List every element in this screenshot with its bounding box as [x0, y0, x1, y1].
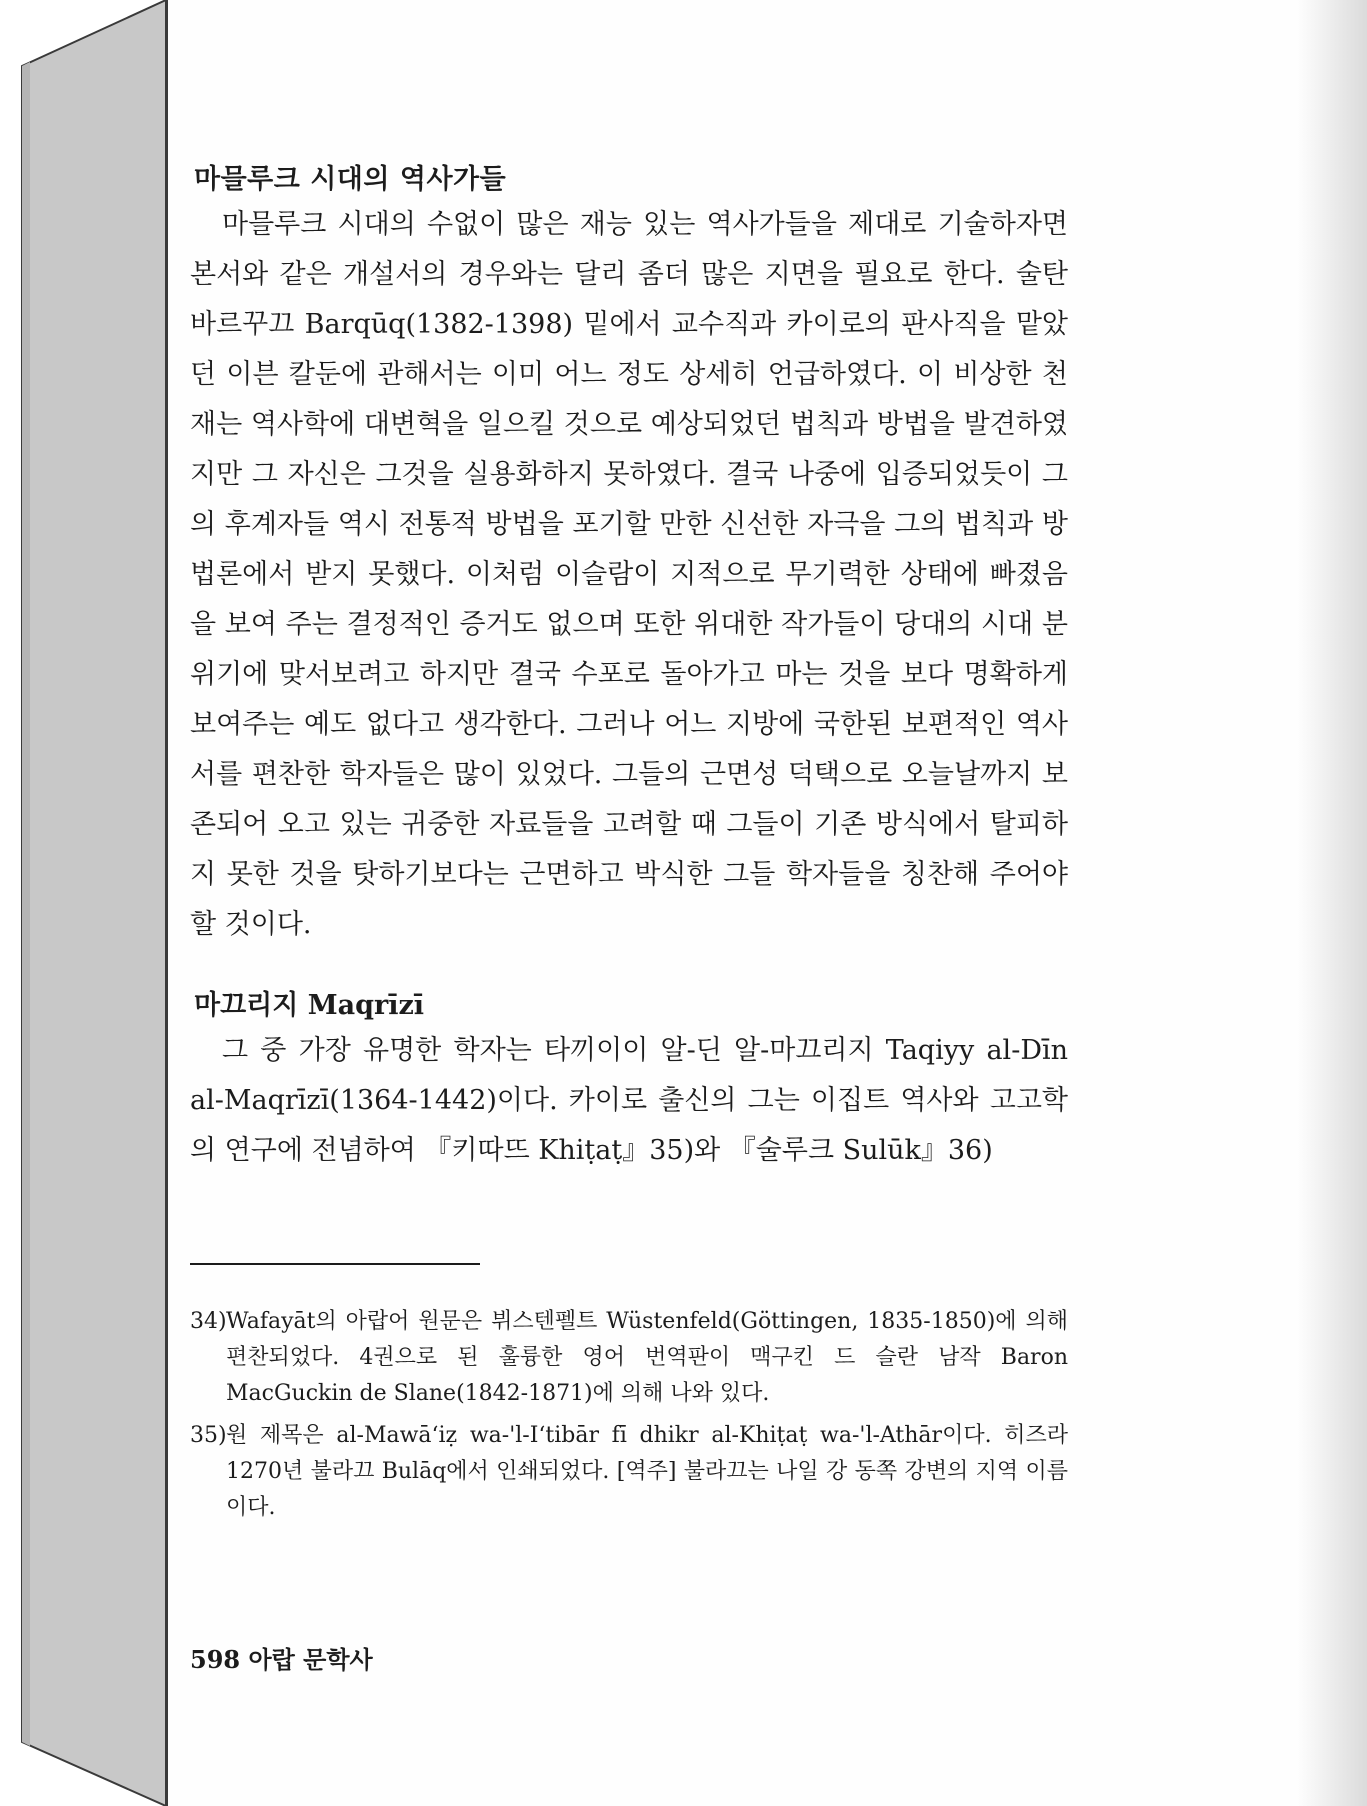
- section-title-maqrizi: 마끄리지 Maqrīzī: [194, 990, 425, 1021]
- page-folio: 598 아랍 문학사: [190, 1645, 373, 1674]
- paragraph-mamluk-historians: 마믈루크 시대의 수없이 많은 재능 있는 역사가들을 제대로 기술하자면 본서와 같은 개설서의 경우와는 달리 좀더 많은 지면을 필요로 한다. 술탄 바르꾸끄 Barqūq(1382-1398) 밑에서 교수직과 카이로의 판사직을 맡았던 이븐 칼둔에 관해서는 이미 어느 정도 상세히 언급하였다. 이 비상한 천재는 역사학에 대변혁을 일으킬 것으로 예상되었던 법칙과 방법을 발견하였지만 그 자신은 그것을 실용화하지 못하였다. 결국 나중에 입증되었듯이 그의 후계자들 역시 전통적 방법을 포기할 만한 신선한 자극을 그의 법칙과 방법론에서 받지 못했다. 이처럼 이슬람이 지적으로 무기력한 상태에 빠졌음을 보여 주는 결정적인 증거도 없으며 또한 위대한 작가들이 당대의 시대 분위기에 맞서보려고 하지만 결국 수포로 돌아가고 마는 것을 보다 명확하게 보여주는 예도 없다고 생각한다. 그러나 어느 지방에 국한된 보편적인 역사서를 편찬한 학자들은 많이 있었다. 그들의 근면성 덕택으로 오늘날까지 보존되어 오고 있는 귀중한 자료들을 고려할 때 그들이 기존 방식에서 탈피하지 못한 것을 탓하기보다는 근면하고 박식한 그들 학자들을 칭찬해 주어야 할 것이다.: [190, 209, 1068, 940]
- footnotes: [190, 1304, 1068, 1532]
- main-text: [190, 160, 1068, 1176]
- section-title-mamluk-historians: 마믈루크 시대의 역사가들: [194, 164, 507, 195]
- footnote-number: 34): [190, 1309, 227, 1334]
- footnote-text: 원 제목은 al-Mawāʻiẓ wa-'l-Iʻtibār fī dhikr al-Khiṭaṭ wa-'l-Athār이다. 히즈라 1270년 불라끄 Bulāq에서 인쇄되었다. [역주] 불라끄는 나일 강 동쪽 강변의 지역 이름이다.: [226, 1423, 1068, 1520]
- footnote-number: 35): [190, 1423, 227, 1448]
- footnote-35: [190, 1418, 1068, 1526]
- paragraph-maqrizi: 그 중 가장 유명한 학자는 타끼이이 알-딘 알-마끄리지 Taqiyy al-Dīn al-Maqrīzī(1364-1442)이다. 카이로 출신의 그는 이집트 역사와 고고학의 연구에 전념하여 『키따뜨 Khiṭaṭ』35)와 『술루크 Sulūk』36): [190, 1035, 1068, 1166]
- page-edge-shadow: [1297, 0, 1367, 1806]
- footnote-34: [190, 1304, 1068, 1412]
- footnote-separator: [190, 1263, 480, 1265]
- footnote-text: Wafayāt의 아랍어 원문은 뷔스텐펠트 Wüstenfeld(Göttingen, 1835-1850)에 의해 편찬되었다. 4권으로 된 훌륭한 영어 번역판이 맥구킨 드 슬란 남작 Baron MacGuckin de Slane(1842-1871)에 의해 나와 있다.: [226, 1309, 1068, 1406]
